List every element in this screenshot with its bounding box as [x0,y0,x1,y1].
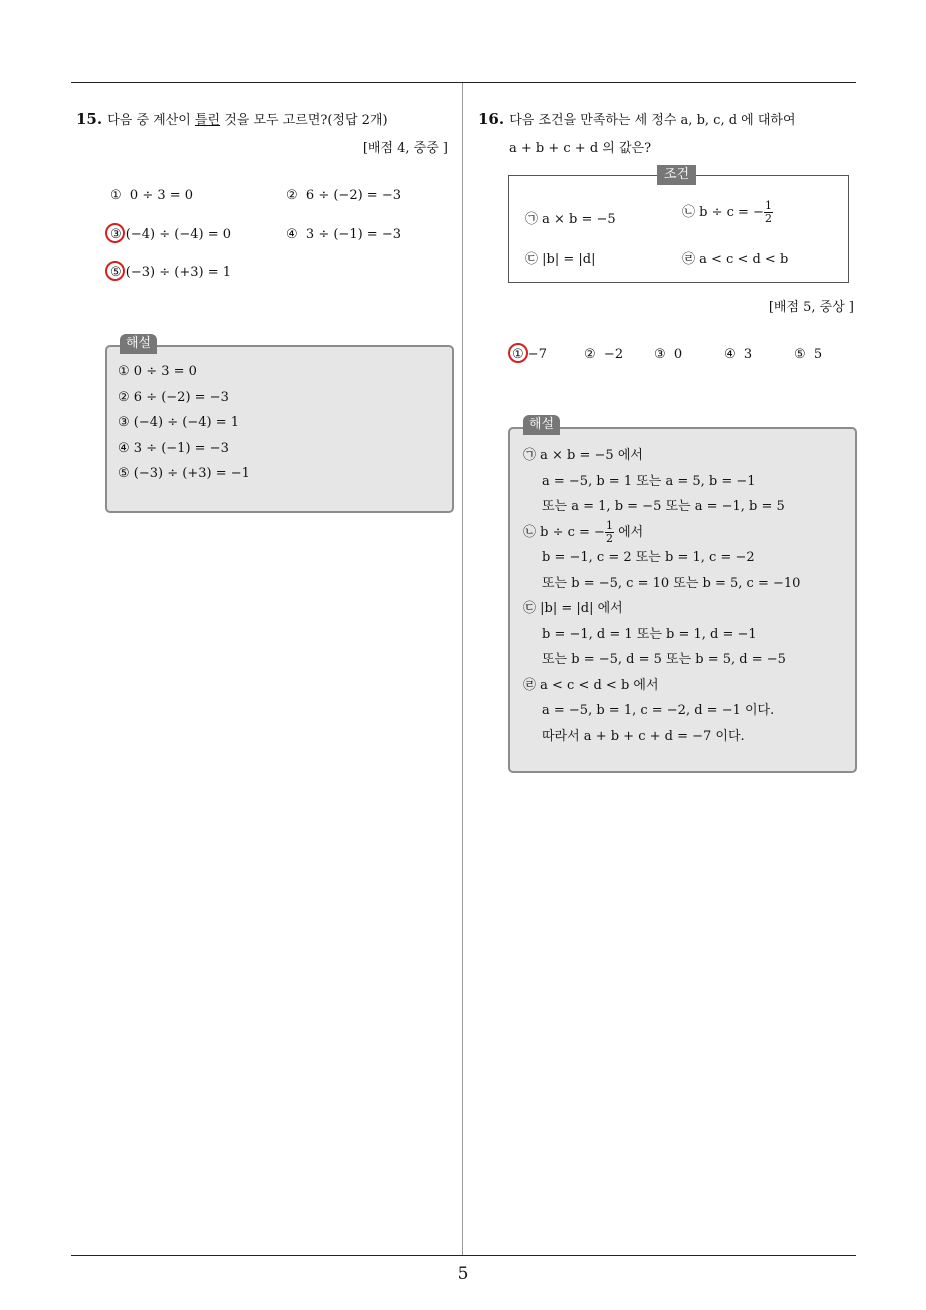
q15-option-2[interactable] [286,188,401,203]
q16-condition-tag: 조건 [657,165,696,185]
q16-meta: [배점 5, 중상 ] [768,300,854,315]
fraction-denominator: 2 [764,212,772,225]
q16-option-1-label: ① [512,347,524,362]
q16-condition-2-fraction [764,200,773,225]
q16-option-2-label: ② [584,347,596,362]
q16-condition-2-text: ㉡ b ÷ c = − [682,205,764,220]
bottom-rule [71,1255,856,1256]
q15-answer-mark-3 [105,223,125,243]
q16-option-1-text: −7 [527,347,547,362]
q16-explanation-line: 또는 b = −5, d = 5 또는 b = 5, d = −5 [542,652,786,667]
fraction-numerator: 1 [764,199,772,212]
q16-option-5[interactable] [794,347,822,362]
q15-number: 15. [76,110,103,128]
q15-option-5-label: ⑤ [110,265,122,280]
top-rule [71,82,856,83]
q15-explanation-box [105,345,454,513]
q16-explanation-l4-suffix: 에서 [613,524,644,540]
q16-condition-1: ㉠ a × b = −5 [525,212,616,227]
q15-question-part1: 다음 중 계산이 [107,113,195,128]
q15-option-4-label: ④ [286,227,298,242]
q16-header [478,109,796,128]
q16-explanation-line [523,520,800,546]
q16-explanation-line: b = −1, c = 2 또는 b = 1, c = −2 [542,550,755,565]
q15-explanation-line: ② 6 ÷ (−2) = −3 [118,389,229,405]
q16-explanation-line: 또는 b = −5, c = 10 또는 b = 5, c = −10 [542,575,801,591]
q15-option-4[interactable] [286,227,401,242]
q15-option-1-label: ① [110,188,122,203]
q16-question-line2: a + b + c + d 의 값은? [509,141,652,156]
q16-condition-3: ㉢ |b| = |d| [525,252,596,267]
q15-option-2-label: ② [286,188,298,203]
q16-condition-4: ㉣ a < c < d < b [682,252,789,267]
q15-explanation-line: ④ 3 ÷ (−1) = −3 [118,440,229,456]
q16-explanation-line: 따라서 a + b + c + d = −7 이다. [542,728,745,744]
q16-number: 16. [478,110,505,128]
q15-question-part2: 것을 모두 고르면?(정답 2개) [220,113,388,128]
q15-option-4-text: 3 ÷ (−1) = −3 [305,227,401,242]
q15-option-1-text: 0 ÷ 3 = 0 [129,188,194,203]
q15-option-2-text: 6 ÷ (−2) = −3 [305,188,401,203]
q15-option-5-text: (−3) ÷ (+3) = 1 [125,265,231,280]
q15-option-3-text: (−4) ÷ (−4) = 0 [125,227,231,242]
q16-explanation-line: ㉢ |b| = |d| 에서 [523,601,623,616]
column-divider [462,83,463,1256]
q16-option-3-text: 0 [673,347,683,362]
fraction-denominator: 2 [605,531,613,545]
q16-explanation-line: ㉣ a < c < d < b 에서 [523,677,659,693]
q16-explanation-line: a = −5, b = 1 또는 a = 5, b = −1 [542,473,756,489]
q15-header [76,109,388,128]
q16-explanation-l4-text: ㉡ b ÷ c = − [523,524,605,540]
q15-question-underlined: 틀린 [194,113,221,128]
fraction-numerator: 1 [605,518,613,532]
q16-condition-2 [682,200,773,225]
q15-meta: [배점 4, 중중 ] [362,141,448,156]
q16-question-line1: 다음 조건을 만족하는 세 정수 a, b, c, d 에 대하여 [509,113,796,128]
q16-option-2[interactable] [584,347,623,362]
page-number: 5 [457,1264,469,1284]
q16-option-3-label: ③ [654,347,666,362]
q15-explanation-line: ③ (−4) ÷ (−4) = 1 [118,415,239,430]
q15-answer-mark-5 [105,261,125,281]
q16-answer-mark-1 [508,343,528,363]
q16-option-4-text: 3 [743,347,753,362]
q16-explanation-box [508,427,857,773]
q15-option-3-label: ③ [110,227,122,242]
q15-option-1[interactable] [110,188,193,203]
q15-option-5[interactable] [110,265,231,280]
q16-option-5-text: 5 [813,347,823,362]
q16-explanation-line: a = −5, b = 1, c = −2, d = −1 이다. [542,703,775,718]
q15-explanation-tag: 해설 [120,334,157,354]
q16-explanation-line: 또는 a = 1, b = −5 또는 a = −1, b = 5 [542,499,785,514]
q15-option-3[interactable] [110,227,231,242]
q16-explanation-fraction [605,520,614,545]
q16-option-4-label: ④ [724,347,736,362]
q16-condition-box [508,175,849,283]
q16-option-5-label: ⑤ [794,347,806,362]
q15-explanation-line: ⑤ (−3) ÷ (+3) = −1 [118,466,250,481]
q16-option-4[interactable] [724,347,752,362]
q16-option-3[interactable] [654,347,682,362]
q16-explanation-tag: 해설 [523,415,560,435]
q16-explanation-line: ㉠ a × b = −5 에서 [523,448,643,463]
q16-explanation-line: b = −1, d = 1 또는 b = 1, d = −1 [542,626,757,642]
q16-option-2-text: −2 [603,347,624,362]
q15-question [107,113,387,128]
q15-explanation-line: ① 0 ÷ 3 = 0 [118,364,197,379]
